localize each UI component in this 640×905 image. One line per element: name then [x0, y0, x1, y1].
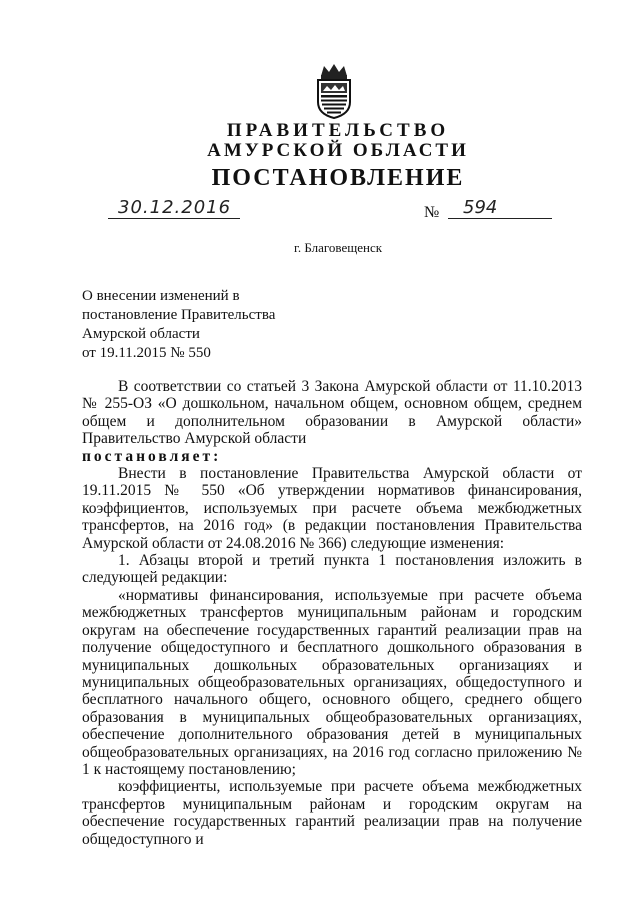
city-name: г. Благовещенск [293, 240, 383, 255]
document-subject [82, 287, 275, 363]
handwritten-number: 594 [463, 197, 498, 218]
government-name-line1: ПРАВИТЕЛЬСТВО [226, 120, 450, 141]
date-underline [108, 218, 240, 219]
body-paragraph: «нормативы финансирования, используемые при расчете объема межбюджетных трансфертов муниципальным районам и городским округам на обеспечение государственных гарантий реализации прав на получение общедоступного и бесплатного дошкольного образования в муниципальных дошкольных образовательных организациях и муниципальных общеобразовательных организациях, общедоступного и бесплатного начального общего, основного общего, среднего общего образования в муниципальных общеобразовательных организациях, обеспечение дополнительного образования детей в муниципальных общеобразовательных организациях, на 2016 год согласно приложению № 1 к настоящему постановлению; [82, 586, 582, 778]
subject-line: постановление Правительства [82, 307, 276, 323]
handwritten-date: 30.12.2016 [118, 197, 232, 218]
number-sign: № [424, 204, 440, 221]
body-paragraph: Внести в постановление Правительства Амурской области от 19.11.2015 № 550 «Об утверждении нормативов финансирования, коэффициентов, используемых при расчете объема межбюджетных трансфертов, на 2016 год» (в редакции постановления Правительства Амурской области от 24.08.2016 № 366) следующие изменения: [82, 465, 582, 552]
resolve-word: постановляет: [82, 447, 222, 465]
preamble-paragraph: В соответствии со статьей 3 Закона Амурской области от 11.10.2013 № 255-ОЗ «О дошкольном, начальном общем, основном общем, среднем общем и дополнительном образовании в Амурской области» Правительство Амурской области [82, 378, 582, 448]
amur-oblast-coat-of-arms [313, 62, 355, 120]
document-body [82, 378, 582, 848]
body-paragraph: 1. Абзацы второй и третий пункта 1 постановления изложить в следующей редакции: [82, 552, 582, 587]
document-type-title: ПОСТАНОВЛЕНИЕ [211, 165, 465, 191]
number-underline [448, 218, 552, 219]
subject-line: О внесении изменений в [82, 288, 240, 304]
body-paragraph: коэффициенты, используемые при расчете объема межбюджетных трансфертов муниципальным районам и городским округам на обеспечение государственных гарантий реализации прав на получение общедоступного и [82, 778, 582, 848]
government-name-line2: АМУРСКОЙ ОБЛАСТИ [207, 140, 469, 161]
subject-line: от 19.11.2015 № 550 [82, 345, 211, 361]
subject-line: Амурской области [82, 326, 200, 342]
